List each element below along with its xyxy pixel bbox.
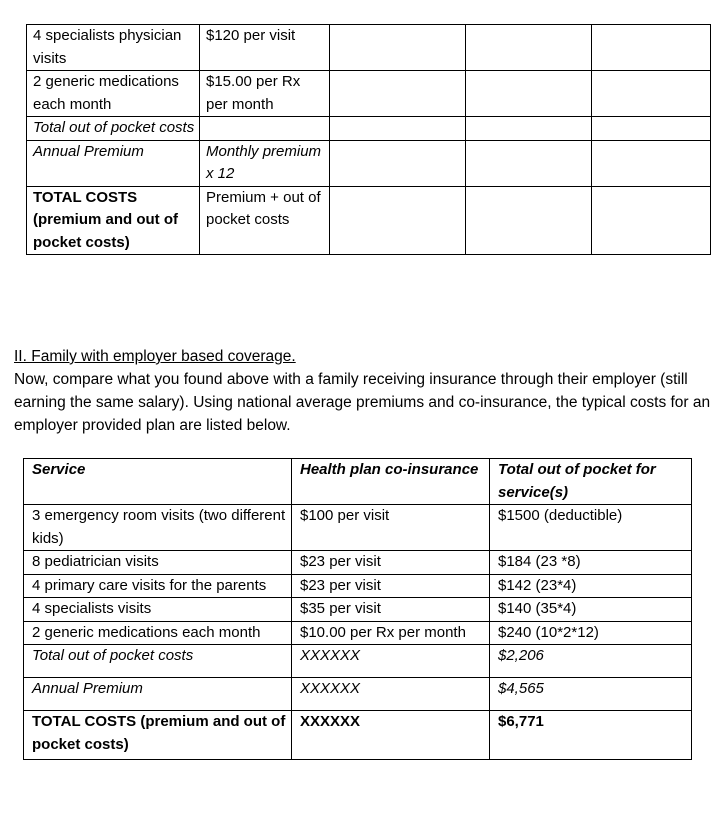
header-label: Health plan co-insurance — [300, 461, 479, 478]
total-cell — [490, 711, 692, 760]
coinsurance-value: $100 per visit — [300, 507, 390, 524]
total-value: $142 (23*4) — [498, 576, 577, 594]
cost-value: $15.00 per Rx per month — [206, 73, 301, 113]
coinsurance-value: $23 per visit — [300, 576, 381, 594]
service-cell — [24, 678, 292, 711]
total-value: $4,565 — [498, 680, 544, 697]
total-value: $240 (10*2*12) — [498, 623, 599, 641]
coinsurance-cell — [292, 621, 490, 645]
empty-cell — [466, 25, 592, 71]
empty-cell — [592, 186, 711, 255]
coinsurance-cell — [292, 574, 490, 598]
table-row — [27, 117, 711, 141]
section-ii — [14, 345, 714, 437]
row-label: 8 pediatrician visits — [32, 553, 159, 570]
cost-cell — [200, 186, 330, 255]
total-value: $1500 (deductible) — [498, 507, 623, 524]
row-label: 4 primary care visits for the parents — [32, 576, 267, 594]
table-row — [27, 140, 711, 186]
coinsurance-value: $35 per visit — [300, 600, 381, 617]
service-cell — [27, 25, 200, 71]
empty-cell — [592, 117, 711, 141]
row-label: 4 specialists visits — [32, 600, 152, 617]
total-cell — [490, 598, 692, 622]
empty-cell — [330, 25, 466, 71]
coinsurance-cell — [292, 598, 490, 622]
row-label: Total out of pocket costs — [33, 119, 195, 136]
service-cell — [24, 505, 292, 551]
service-cell — [27, 71, 200, 117]
empty-cell — [330, 71, 466, 117]
empty-cell — [466, 71, 592, 117]
service-cell — [24, 711, 292, 760]
empty-cell — [330, 140, 466, 186]
row-label: TOTAL COSTS (premium and out of pocket costs) — [32, 713, 286, 753]
total-cell — [490, 505, 692, 551]
header-coinsurance — [292, 459, 490, 505]
coinsurance-cell — [292, 645, 490, 678]
coinsurance-cell — [292, 678, 490, 711]
empty-cell — [466, 186, 592, 255]
row-label: Annual Premium — [32, 680, 143, 697]
empty-cell — [466, 117, 592, 141]
row-label: 2 generic medications each month — [32, 623, 261, 641]
service-cell — [24, 645, 292, 678]
total-cell — [490, 678, 692, 711]
coinsurance-cell — [292, 711, 490, 760]
empty-cell — [592, 71, 711, 117]
total-cell — [490, 645, 692, 678]
coinsurance-cell — [292, 551, 490, 575]
cost-value: Monthly premium x 12 — [206, 142, 322, 182]
row-label: 2 generic medications each month — [33, 73, 179, 113]
row-label: Annual Premium — [33, 142, 144, 160]
table-row — [27, 71, 711, 117]
cost-cell — [200, 71, 330, 117]
service-cell — [27, 140, 200, 186]
row-label: TOTAL COSTS (premium and out of pocket costs) — [33, 188, 178, 251]
row-label: 3 emergency room visits (two different kids) — [32, 507, 286, 547]
total-value: $140 (35*4) — [498, 600, 577, 617]
table-row — [24, 598, 692, 622]
section-heading: II. Family with employer based coverage. — [14, 348, 296, 365]
total-cell — [490, 574, 692, 598]
total-value: $184 (23 *8) — [498, 553, 581, 570]
coinsurance-cell — [292, 505, 490, 551]
section-intro: Now, compare what you found above with a family receiving insurance through their employer (still earning the same salary). Using national average premiums and co-insurance, the typical costs for an employer provided plan are listed below. — [14, 371, 711, 434]
coinsurance-value: XXXXXX — [300, 680, 361, 697]
row-label: Total out of pocket costs — [32, 647, 194, 664]
cost-cell — [200, 140, 330, 186]
empty-cell — [592, 25, 711, 71]
coinsurance-value: $10.00 per Rx per month — [300, 623, 466, 641]
service-cell — [24, 551, 292, 575]
table-row — [24, 505, 692, 551]
total-costs-row — [24, 711, 692, 760]
empty-cell — [466, 140, 592, 186]
plan-cost-table — [26, 24, 711, 255]
table-row — [27, 186, 711, 255]
employer-plan-table — [23, 458, 692, 760]
table-row — [24, 574, 692, 598]
header-label: Total out of pocket for service(s) — [498, 461, 656, 501]
service-cell — [27, 186, 200, 255]
total-cell — [490, 551, 692, 575]
total-value: $2,206 — [498, 647, 544, 664]
header-label: Service — [32, 461, 86, 478]
cost-value: Premium + out of pocket costs — [206, 188, 321, 228]
cost-value: $120 per visit — [206, 27, 296, 44]
service-cell — [24, 621, 292, 645]
service-cell — [24, 598, 292, 622]
empty-cell — [330, 117, 466, 141]
service-cell — [27, 117, 200, 141]
cost-cell — [200, 25, 330, 71]
total-cell — [490, 621, 692, 645]
premium-row — [24, 678, 692, 711]
header-service — [24, 459, 292, 505]
table-row — [24, 621, 692, 645]
total-value: $6,771 — [498, 713, 544, 730]
coinsurance-value: $23 per visit — [300, 553, 381, 570]
header-total — [490, 459, 692, 505]
coinsurance-value: XXXXXX — [300, 647, 361, 664]
coinsurance-value: XXXXXX — [300, 713, 361, 730]
empty-cell — [330, 186, 466, 255]
empty-cell — [592, 140, 711, 186]
table-row — [27, 25, 711, 71]
total-oop-row — [24, 645, 692, 678]
cost-cell — [200, 117, 330, 141]
service-cell — [24, 574, 292, 598]
table-header-row — [24, 459, 692, 505]
row-label: 4 specialists physician visits — [33, 27, 182, 67]
table-row — [24, 551, 692, 575]
